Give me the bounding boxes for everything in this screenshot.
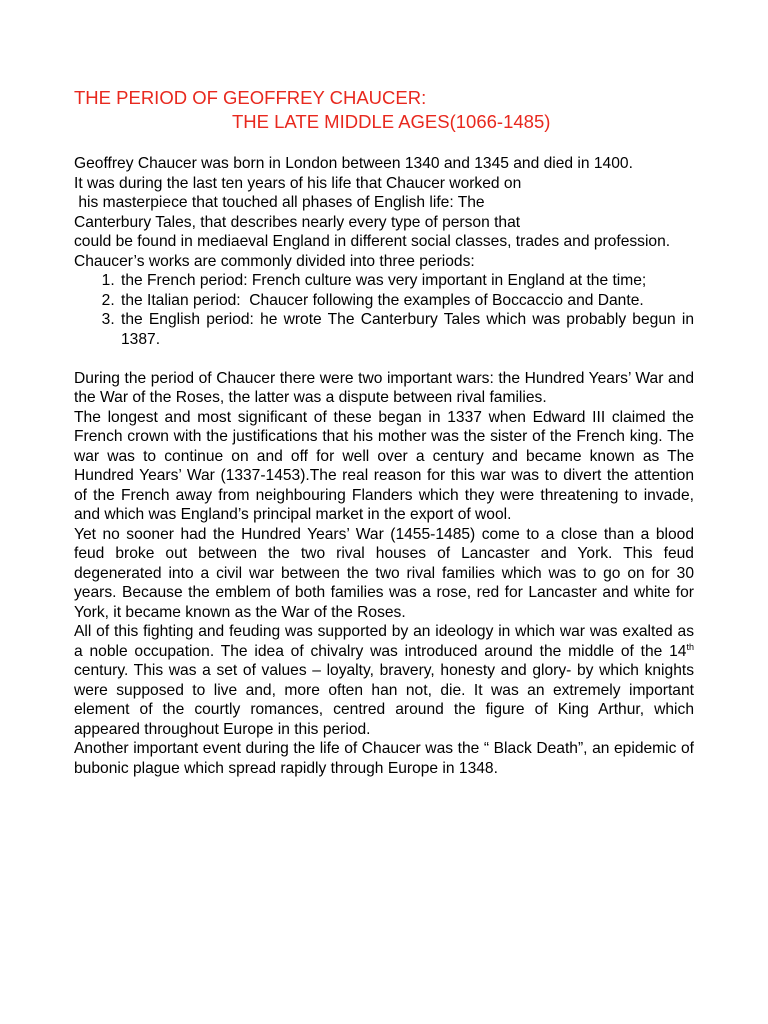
document-body <box>74 154 694 778</box>
intro-paragraph-6: Chaucer’s works are commonly divided into three periods: <box>74 252 475 270</box>
paragraph-gap <box>74 349 694 369</box>
black-death-paragraph: Another important event during the life of Chaucer was the “ Black Death”, an epidemic of bubonic plague which spread rapidly through Europe in 1348. <box>74 740 694 777</box>
chivalry-superscript: th <box>686 641 694 652</box>
periods-list <box>74 271 694 349</box>
chivalry-text-start: All of this fighting and feuding was supported by an ideology in which war was exalted as a noble occupation. The idea of chivalry was introduced around the middle of the 14 <box>74 623 694 660</box>
periods-list-item-french: 1. the French period: French culture was very important in England at the time; <box>119 271 694 291</box>
wars-paragraph-1: During the period of Chaucer there were two important wars: the Hundred Years’ War and the War of the Roses, the latter was a dispute between rival families. <box>74 369 694 406</box>
document-title <box>74 86 694 134</box>
title-line-1: THE PERIOD OF GEOFFREY CHAUCER: <box>74 87 427 108</box>
wars-paragraph-2: The longest and most significant of these began in 1337 when Edward III claimed the French crown with the justifications that his mother was the sister of the French king. The war was to continue on and off for well over a century and became known as The Hundred Years’ War (1337-1453).The real reason for this war was to divert the attention of the French away from neighbouring Flanders which they were threatening to invade, and which was England’s principal market in the export of wool. <box>74 408 694 523</box>
intro-paragraph-5: could be found in mediaeval England in different social classes, trades and profession. <box>74 233 671 250</box>
title-line-2: THE LATE MIDDLE AGES(1066-1485) <box>232 111 551 132</box>
wars-paragraph-3: Yet no sooner had the Hundred Years’ War (1455-1485) come to a close than a blood feud broke out between the two rival houses of Lancaster and York. This feud degenerated into a civil war between the two rival families which was to go on for 30 years. Because the emblem of both families was a rose, red for Lancaster and white for York, it became known as the War of the Roses. <box>74 525 694 621</box>
intro-paragraph-2: It was during the last ten years of his life that Chaucer worked on <box>74 174 522 192</box>
chivalry-paragraph <box>74 622 694 739</box>
periods-list-item-italian: 2. the Italian period: Chaucer following the examples of Boccaccio and Dante. <box>119 291 694 311</box>
intro-paragraph-4: Canterbury Tales, that describes nearly every type of person that <box>74 213 521 231</box>
periods-list-item-english: 3. the English period: he wrote The Canterbury Tales which was probably begun in 1387. <box>119 310 694 349</box>
chivalry-text-end: century. This was a set of values – loyalty, bravery, honesty and glory- by which knights were supposed to live and, more often han not, die. It was an extremely important element of the courtly romances, centred around the figure of King Arthur, which appeared throughout Europe in this period. <box>74 662 694 738</box>
document-page <box>74 86 694 778</box>
intro-paragraph-3: his masterpiece that touched all phases of English life: The <box>74 194 485 211</box>
intro-paragraph-1: Geoffrey Chaucer was born in London between 1340 and 1345 and died in 1400. <box>74 155 633 172</box>
